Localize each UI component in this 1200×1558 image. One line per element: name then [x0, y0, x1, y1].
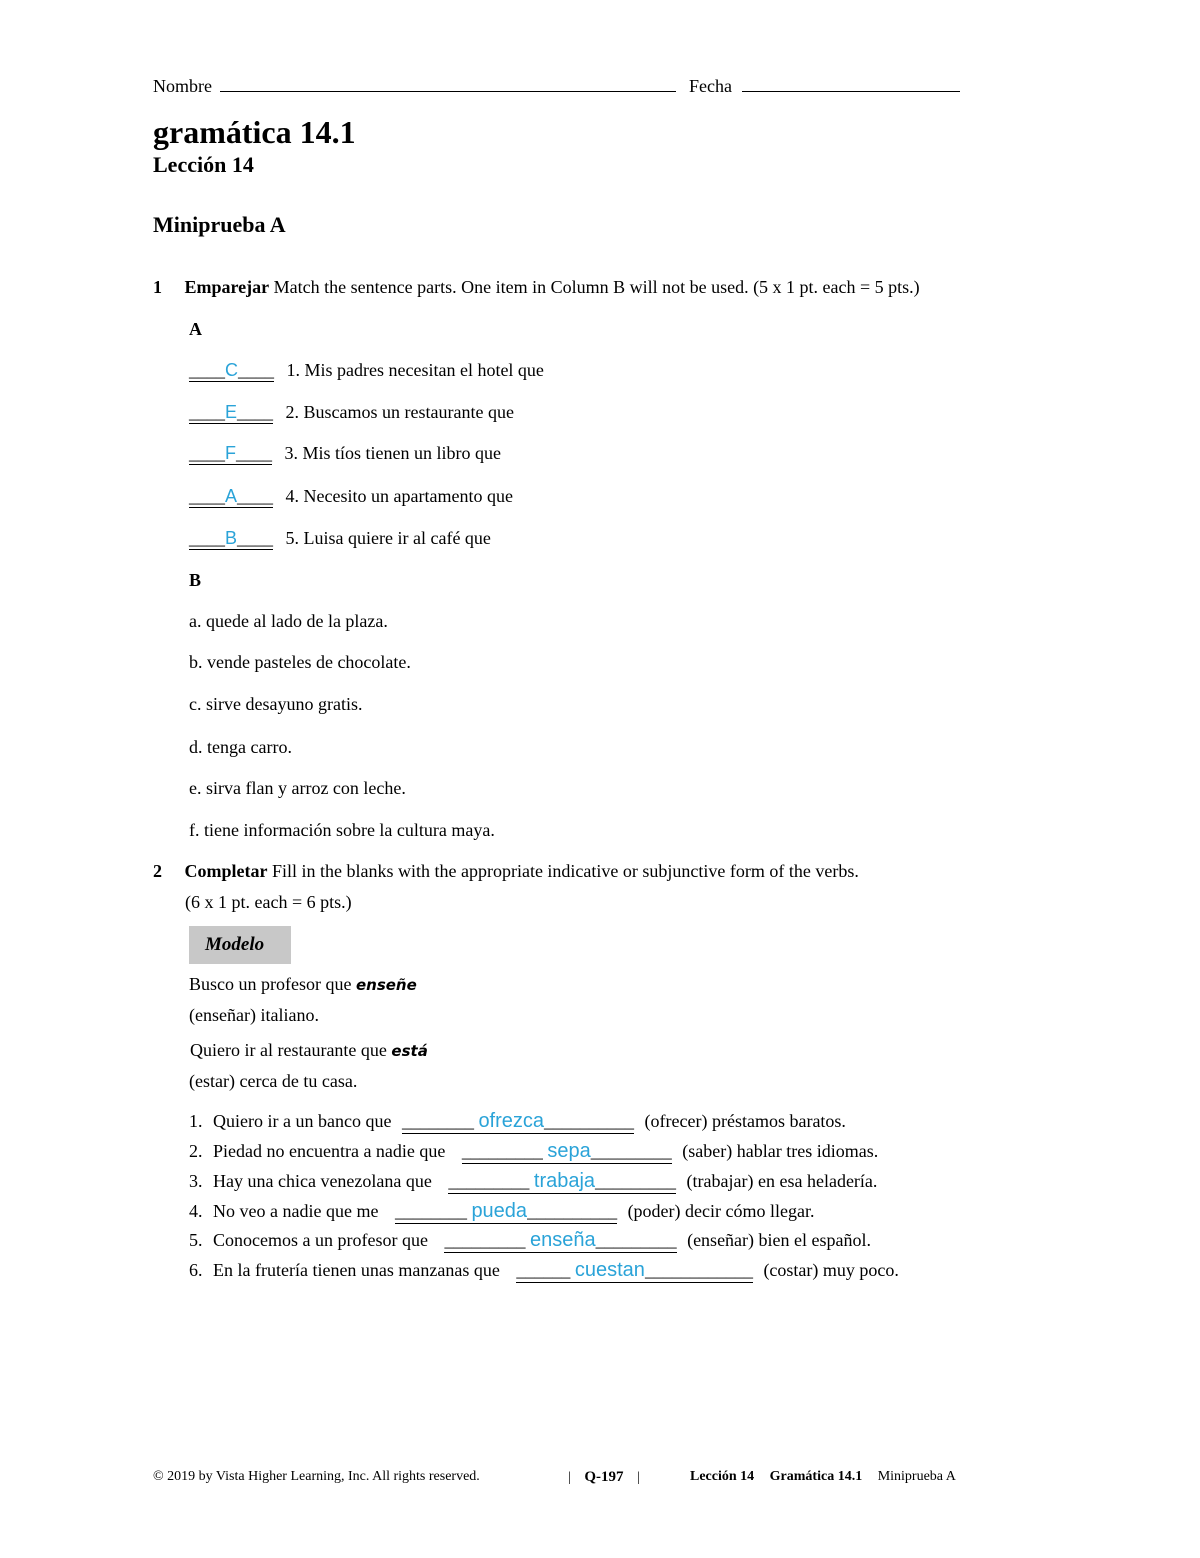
model-label [189, 926, 291, 964]
fill-item-text: Quiero ir a un banco que [213, 1111, 392, 1131]
fill-item-text: Hay una chica venezolana que [213, 1171, 432, 1191]
match-item [189, 443, 501, 465]
fill-item-text: Piedad no encuentra a nadie que [213, 1141, 446, 1161]
section1-heading [153, 277, 920, 298]
column-a-label: A [189, 319, 202, 339]
section2-instructions: Fill in the blanks with the appropriate indicative or subjunctive form of the verbs. [271, 861, 859, 881]
quiz-title: Miniprueba A [153, 212, 286, 237]
match-item-text: 5. Luisa quiere ir al café que [285, 528, 491, 548]
answer-blank[interactable]: ________ pueda__________ [394, 1200, 618, 1222]
footer-lesson: Lección 14 [690, 1469, 755, 1484]
example-line [190, 1040, 428, 1061]
section2-number: 2 [153, 861, 162, 881]
fill-item-number: 5. [189, 1230, 203, 1250]
match-item [189, 360, 544, 382]
option-item: c. sirve desayuno gratis. [189, 694, 363, 714]
section2-heading [153, 861, 859, 882]
option-item: b. vende pasteles de chocolate. [189, 652, 411, 672]
fill-item-number: 3. [189, 1171, 203, 1191]
answer-blank[interactable]: ____C____ [189, 360, 274, 380]
option-item: e. sirva flan y arroz con leche. [189, 778, 406, 798]
answer-value: pueda [471, 1200, 528, 1222]
fill-item-text: (poder) decir cómo llegar. [627, 1201, 815, 1221]
answer-value: sepa [547, 1140, 591, 1162]
match-item [189, 486, 513, 508]
fill-item-number: 6. [189, 1260, 203, 1280]
option-item: d. tenga carro. [189, 737, 292, 757]
section1-instructions: Match the sentence parts. One item in Column B will not be used. (5 x 1 pt. each = 5 pts.) [273, 277, 920, 297]
fill-item-number: 2. [189, 1141, 203, 1161]
footer-lesson-info [690, 1469, 956, 1485]
answer-blank[interactable]: ____E____ [189, 402, 274, 422]
answer-value: C [225, 360, 238, 380]
fill-item-text: (costar) muy poco. [763, 1260, 899, 1280]
answer-blank[interactable]: ______ cuestan____________ [516, 1259, 753, 1281]
fill-item [189, 1229, 871, 1253]
fill-item-text: (trabajar) en esa heladería. [686, 1171, 878, 1191]
answer-blank[interactable]: ____B____ [189, 528, 274, 548]
fill-item-number: 1. [189, 1111, 203, 1131]
example-text: Busco un profesor que [189, 974, 356, 994]
footer-grammar: Gramática 14.1 [769, 1469, 863, 1484]
footer-copyright: © 2019 by Vista Higher Learning, Inc. All rights reserved. [153, 1469, 480, 1484]
name-line[interactable] [220, 73, 676, 92]
answer-value: F [225, 443, 236, 463]
answer-value: A [225, 486, 238, 506]
fill-item-text: En la frutería tienen unas manzanas que [213, 1260, 500, 1280]
name-label: Nombre [153, 76, 212, 96]
match-item-text: 3. Mis tíos tienen un libro que [284, 443, 501, 463]
fill-item-text: (enseñar) bien el español. [687, 1230, 871, 1250]
page-title: gramática 14.1 [153, 114, 356, 150]
example-line: (enseñar) italiano. [189, 1005, 319, 1025]
example-line: (estar) cerca de tu casa. [189, 1071, 358, 1091]
fill-item [189, 1200, 814, 1224]
answer-blank[interactable]: _________ sepa_________ [461, 1140, 672, 1162]
option-item: f. tiene información sobre la cultura maya. [189, 820, 495, 840]
example-text: Quiero ir al restaurante que [190, 1040, 392, 1060]
footer-quiz: Miniprueba A [877, 1469, 956, 1484]
answer-value: cuestan [574, 1259, 645, 1281]
answer-value: B [225, 528, 238, 548]
answer-value: ofrezca [478, 1110, 545, 1132]
model-label-text: Modelo [205, 934, 265, 955]
section1-title: Emparejar [184, 277, 270, 297]
fill-item [189, 1140, 878, 1164]
match-item-text: 1. Mis padres necesitan el hotel que [286, 360, 544, 380]
column-b-label: B [189, 570, 202, 590]
answer-blank[interactable]: _________ enseña_________ [444, 1229, 677, 1251]
match-item-text: 2. Buscamos un restaurante que [285, 402, 514, 422]
example-line [189, 974, 417, 995]
fill-item [189, 1110, 846, 1134]
answer-blank[interactable]: _________ trabaja_________ [448, 1170, 677, 1192]
answer-value: E [225, 402, 238, 422]
option-item: a. quede al lado de la plaza. [189, 611, 388, 631]
lesson-title: Lección 14 [153, 152, 254, 177]
footer-page-number: Q-197 [584, 1469, 624, 1485]
fill-item-text: (ofrecer) préstamos baratos. [644, 1111, 846, 1131]
example-verb: está [391, 1042, 428, 1060]
footer-divider: | [636, 1470, 640, 1485]
answer-value: enseña [529, 1229, 596, 1251]
name-field [153, 73, 960, 97]
footer-page [568, 1469, 640, 1486]
section2-title: Completar [184, 861, 268, 881]
answer-blank[interactable]: ____F____ [189, 443, 272, 463]
answer-blank[interactable]: ________ ofrezca__________ [401, 1110, 635, 1132]
fill-item-number: 4. [189, 1201, 203, 1221]
date-label: Fecha [688, 76, 732, 96]
answer-value: trabaja [533, 1170, 596, 1192]
footer-divider: | [568, 1470, 571, 1485]
section1-number: 1 [153, 277, 162, 297]
fill-item-text: (saber) hablar tres idiomas. [682, 1141, 879, 1161]
fill-item-text: No veo a nadie que me [213, 1201, 379, 1221]
footer [153, 1469, 1013, 1485]
match-item [189, 528, 491, 550]
example-verb: enseñe [355, 976, 417, 994]
section2-points: (6 x 1 pt. each = 6 pts.) [185, 892, 352, 912]
answer-blank[interactable]: ____A____ [189, 486, 274, 506]
date-line[interactable] [742, 73, 960, 92]
fill-item [189, 1259, 899, 1283]
fill-item [189, 1170, 877, 1194]
match-item-text: 4. Necesito un apartamento que [285, 486, 513, 506]
fill-item-text: Conocemos a un profesor que [213, 1230, 428, 1250]
match-item [189, 402, 514, 424]
